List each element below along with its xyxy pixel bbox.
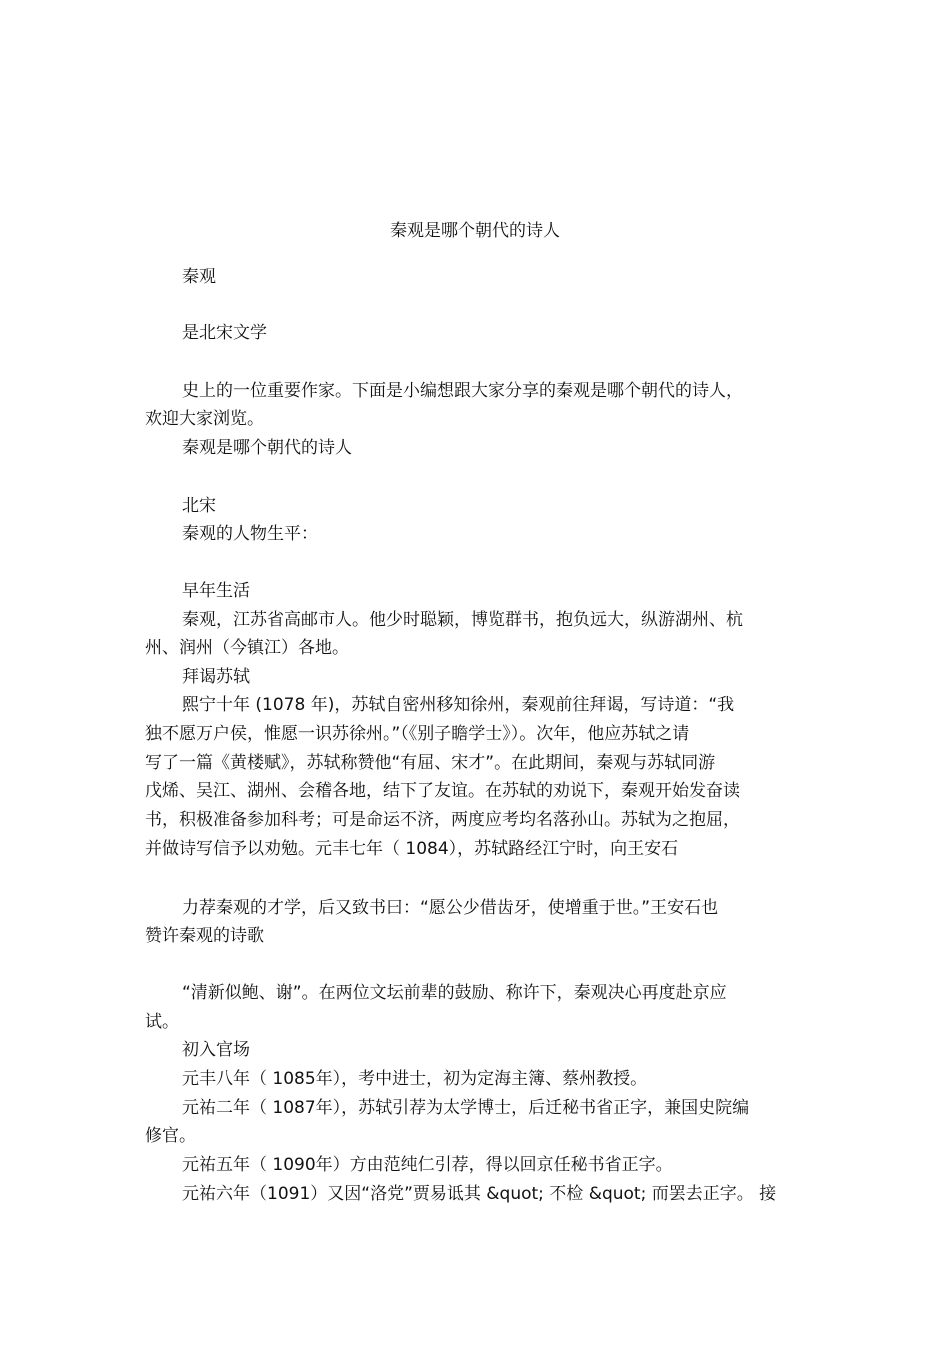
text-line: 是北宋文学: [182, 323, 267, 343]
text-line: 试。: [145, 1012, 179, 1032]
text-line: 秦观是哪个朝代的诗人: [182, 438, 352, 458]
section-heading: 拜谒苏轼: [182, 667, 250, 687]
text-line: 欢迎大家浏览。: [145, 409, 264, 429]
section-heading: 初入官场: [182, 1040, 250, 1060]
text-line: 力荐秦观的才学，后又致书曰：“愿公少借齿牙，使增重于世。”王安石也: [182, 898, 719, 918]
text-line: 秦观: [182, 267, 216, 287]
text-line: 元祐六年（1091）又因“洛党”贾易诋其 &quot; 不检 &quot; 而罢去正字。 接: [182, 1184, 777, 1204]
text-line: 熙宁十年 (1078 年)，苏轼自密州移知徐州，秦观前往拜谒，写诗道：“我: [182, 695, 735, 715]
text-line: 戊烯、吴江、湖州、会稽各地，结下了友谊。在苏轼的劝说下，秦观开始发奋读: [145, 781, 740, 801]
text-line: 修官。: [145, 1126, 196, 1146]
text-line: 秦观，江苏省高邮市人。他少时聪颖，博览群书，抱负远大，纵游湖州、杭: [182, 610, 743, 630]
text-line: 元祐五年（ 1090年）方由范纯仁引荐，得以回京任秘书省正字。: [182, 1155, 673, 1175]
text-line: 元祐二年（ 1087年），苏轼引荐为太学博士，后迁秘书省正字，兼国史院编: [182, 1098, 750, 1118]
text-line: 元丰八年（ 1085年），考中进士，初为定海主簿、蔡州教授。: [182, 1069, 648, 1089]
text-line: 秦观的人物生平：: [182, 524, 318, 544]
section-heading: 早年生活: [182, 581, 250, 601]
document-title: 秦观是哪个朝代的诗人: [390, 221, 560, 241]
text-line: 书，积极准备参加科考；可是命运不济，两度应考均名落孙山。苏轼为之抱屈，: [145, 810, 740, 830]
text-line: 赞许秦观的诗歌: [145, 926, 264, 946]
text-line: “清新似鲍、谢”。在两位文坛前辈的鼓励、称许下，秦观决心再度赴京应: [182, 983, 727, 1003]
text-line: 独不愿万户侯，惟愿一识苏徐州。”（《别子瞻学士》）。次年，他应苏轼之请: [145, 724, 690, 744]
text-line: 写了一篇《黄楼赋》，苏轼称赞他“有屈、宋才”。在此期间，秦观与苏轼同游: [145, 753, 716, 773]
text-line: 州、润州（今镇江）各地。: [145, 638, 349, 658]
text-line: 北宋: [182, 496, 216, 516]
text-line: 并做诗写信予以劝勉。元丰七年（ 1084），苏轼路经江宁时，向王安石: [145, 839, 679, 859]
text-line: 史上的一位重要作家。下面是小编想跟大家分享的秦观是哪个朝代的诗人，: [182, 381, 743, 401]
